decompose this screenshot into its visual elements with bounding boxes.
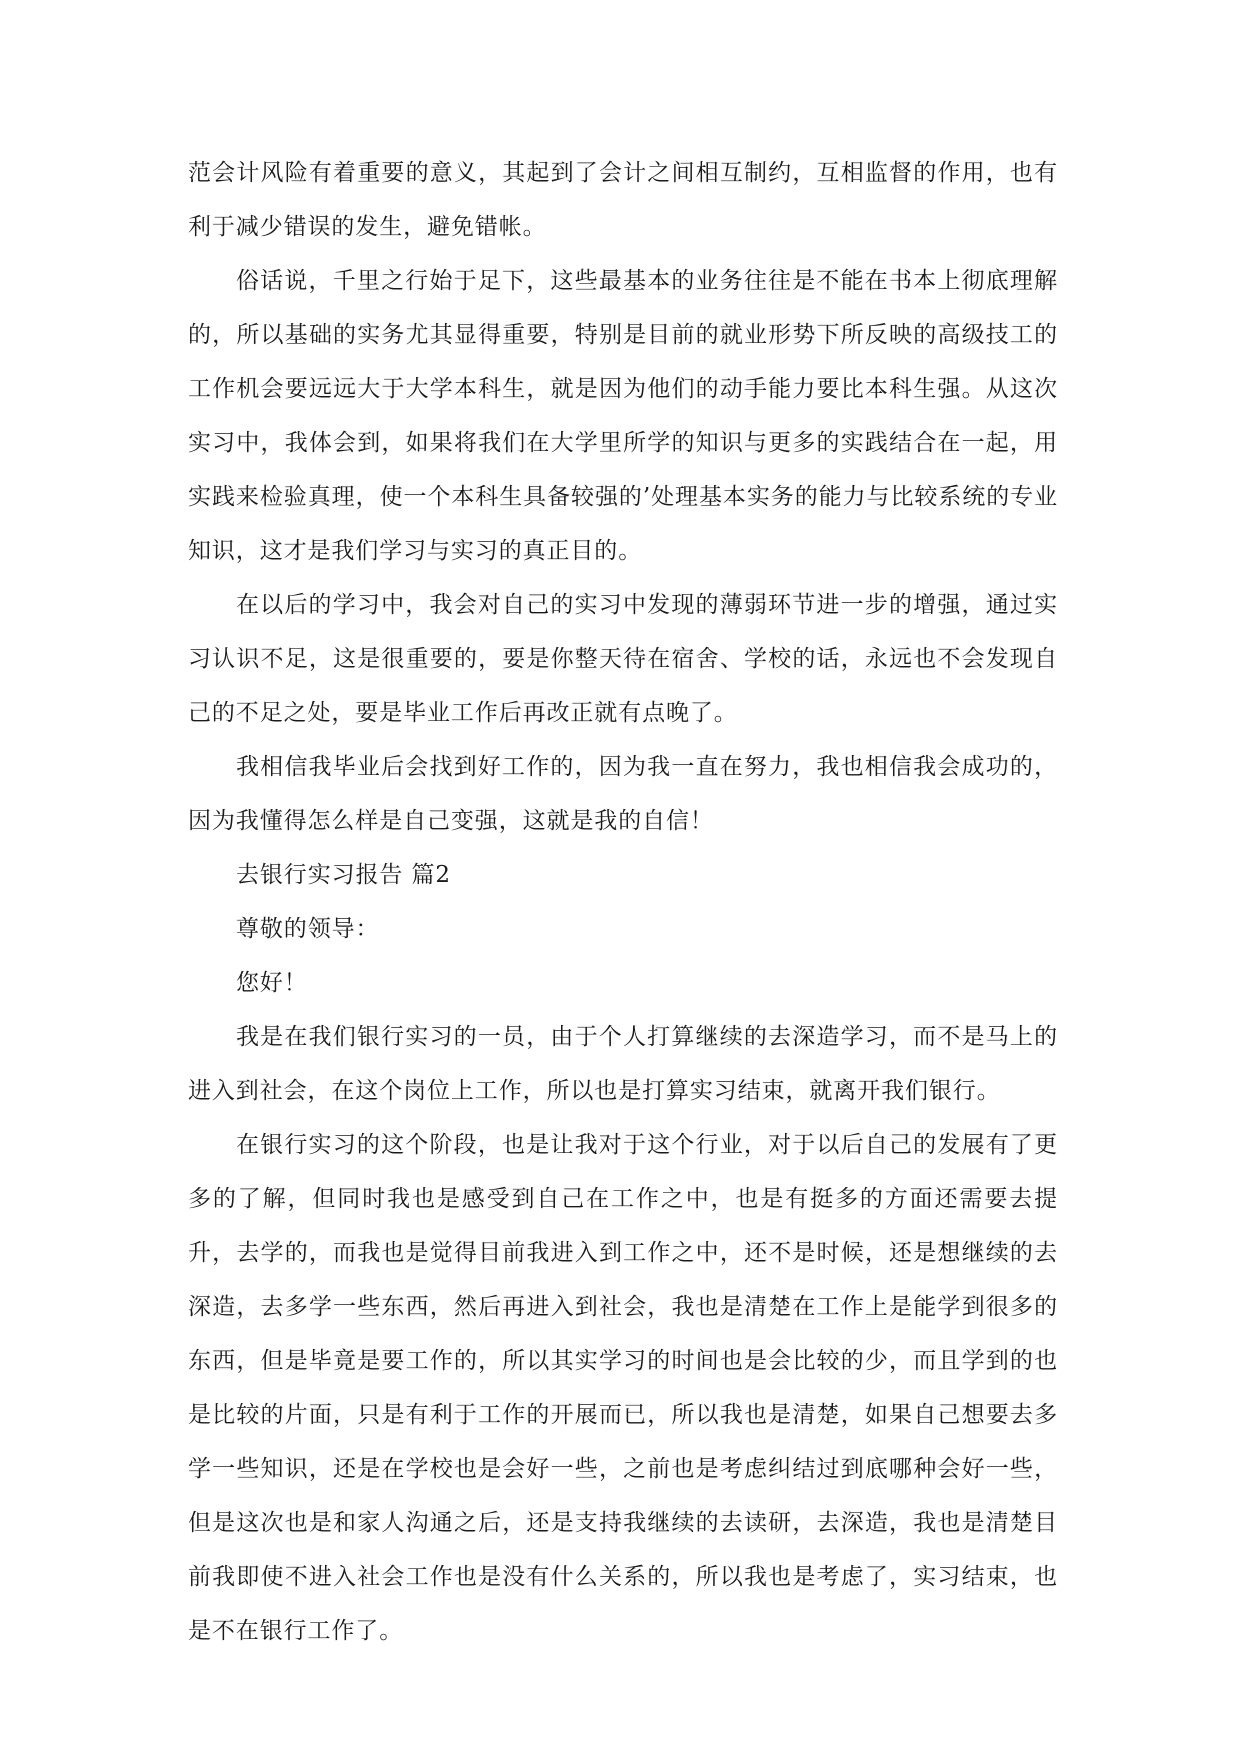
paragraph-5: 我是在我们银行实习的一员，由于个人打算继续的去深造学习，而不是马上的进入到社会，在这个岗位上工作，所以也是打算实习结束，就离开我们银行。 — [188, 1024, 1058, 1104]
section-heading: 去银行实习报告 篇2 — [236, 862, 451, 888]
document-body — [188, 146, 1058, 1658]
paragraph-3: 在以后的学习中，我会对自己的实习中发现的薄弱环节进一步的增强，通过实习认识不足，这是很重要的，要是你整天待在宿舍、学校的话，永远也不会发现自己的不足之处，要是毕业工作后再改正就有点晚了。 — [188, 592, 1058, 726]
paragraph-1: 范会计风险有着重要的意义，其起到了会计之间相互制约，互相监督的作用，也有利于减少错误的发生，避免错帐。 — [188, 160, 1058, 240]
paragraph-6: 在银行实习的这个阶段，也是让我对于这个行业，对于以后自己的发展有了更多的了解，但同时我也是感受到自己在工作之中，也是有挺多的方面还需要去提升，去学的，而我也是觉得目前我进入到工作之中，还不是时候，还是想继续的去深造，去多学一些东西，然后再进入到社会，我也是清楚在工作上是能学到很多的东西，但是毕竟是要工作的，所以其实学习的时间也是会比较的少，而且学到的也是比较的片面，只是有利于工作的开展而已，所以我也是清楚，如果自己想要去多学一些知识，还是在学校也是会好一些，之前也是考虑纠结过到底哪种会好一些，但是这次也是和家人沟通之后，还是支持我继续的去读研，去深造，我也是清楚目前我即使不进入社会工作也是没有什么关系的，所以我也是考虑了，实习结束，也是不在银行工作了。 — [188, 1132, 1058, 1644]
paragraph-4: 我相信我毕业后会找到好工作的，因为我一直在努力，我也相信我会成功的，因为我懂得怎么样是自己变强，这就是我的自信！ — [188, 754, 1058, 834]
paragraph-2: 俗话说，千里之行始于足下，这些最基本的业务往往是不能在书本上彻底理解的，所以基础的实务尤其显得重要，特别是目前的就业形势下所反映的高级技工的工作机会要远远大于大学本科生，就是因为他们的动手能力要比本科生强。从这次实习中，我体会到，如果将我们在大学里所学的知识与更多的实践结合在一起，用实践来检验真理，使一个本科生具备较强的’处理基本实务的能力与比较系统的专业知识，这才是我们学习与实习的真正目的。 — [188, 268, 1058, 564]
greeting: 您好！ — [236, 970, 308, 996]
salutation: 尊敬的领导： — [236, 916, 380, 942]
